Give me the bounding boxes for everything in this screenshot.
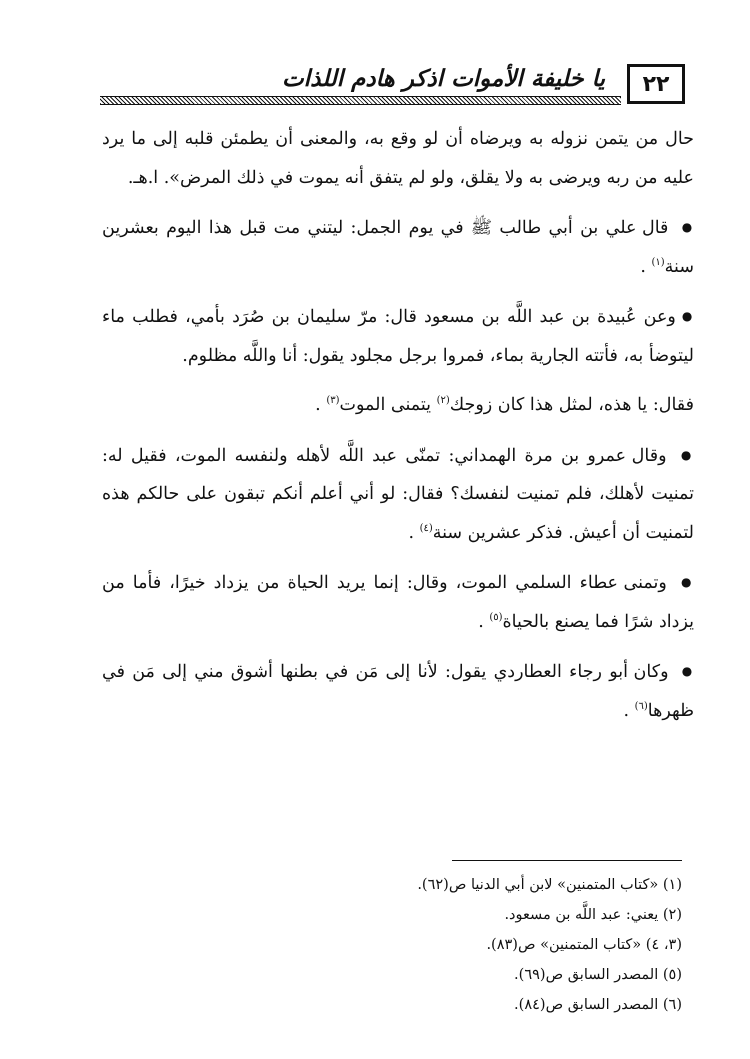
footnote-item: (٦) المصدر السابق ص(٨٤). <box>514 997 682 1013</box>
footnote-ref-2: (٢) <box>436 395 450 407</box>
header-rule <box>100 96 621 105</box>
paragraph-7-end: . <box>623 700 635 721</box>
paragraph-6-text: وتمنى عطاء السلمي الموت، وقال: إنما يريد الحياة من يزداد خيرًا، فأما من يزداد شرًا فما يصنع بالحياة <box>102 573 694 632</box>
paragraph-2-end: . <box>640 256 652 277</box>
paragraph-4-end: . <box>315 395 327 415</box>
footnote-ref-3: (٣) <box>326 395 340 407</box>
footnote-ref-6: (٦) <box>634 700 648 712</box>
paragraph-5-text: وقال عمرو بن مرة الهمداني: تمنّى عبد اللَّه لأهله ولنفسه الموت، فقيل له: تمنيت لأهلك، فلم تمنيت لنفسك؟ فقال: لو أني أعلم أنكم تبقون على حالكم هذه لتمنيت أن أعيش. فذكر عشرين سنة <box>102 445 694 543</box>
footnote-ref-1: (١) <box>651 256 665 268</box>
main-text <box>102 120 694 741</box>
footnotes <box>200 870 682 1020</box>
running-title: يا خليفة الأموات اذكر هادم اللذات <box>282 66 605 92</box>
paragraph-1: حال من يتمن نزوله به ويرضاه أن لو وقع به، والمعنى أن يطمئن قلبه إلى ما يرد عليه من ربه ويرضى به ولا يقلق، ولو لم يتفق أنه يموت في ذلك المرض». ا.هـ. <box>102 129 694 188</box>
paragraph-7-text: وكان أبو رجاء العطاردي يقول: لأنا إلى مَن في بطنها أشوق مني إلى مَن في ظهرها <box>102 662 694 721</box>
footnote-item: (٥) المصدر السابق ص(٦٩). <box>514 967 682 983</box>
paragraph-2-text: قال علي بن أبي طالب ﷺ في يوم الجمل: ليتني مت قبل هذا اليوم بعشرين سنة <box>102 218 694 277</box>
footnote-item: (٢) يعني: عبد اللَّه بن مسعود. <box>504 907 682 923</box>
footnote-item: (١) «كتاب المتمنين» لابن أبي الدنيا ص(٦٢). <box>417 877 682 893</box>
paragraph-2 <box>102 208 694 286</box>
paragraph-6 <box>102 563 694 641</box>
paragraph-5-end: . <box>408 522 420 543</box>
footnote-item: (٣، ٤) «كتاب المتمنين» ص(٨٣). <box>486 937 682 953</box>
footnote-divider <box>452 860 682 861</box>
page-header <box>100 56 685 108</box>
footnote-ref-5: (٥) <box>489 611 503 623</box>
paragraph-7 <box>102 652 694 730</box>
paragraph-4 <box>102 386 694 425</box>
page-number: ٢٢ <box>627 64 685 104</box>
paragraph-6-end: . <box>478 611 490 632</box>
paragraph-5 <box>102 436 694 553</box>
paragraph-4-part-b: يتمنى الموت <box>339 395 437 415</box>
paragraph-3: ● وعن عُبيدة بن عبد اللَّه بن مسعود قال: مرّ سليمان بن صُرَد بأمي، فطلب ماء ليتوضأ به، فأتته الجارية بماء، فمروا برجل مجلود يقول: أنا واللَّه مظلوم. <box>102 297 694 375</box>
paragraph-4-part-a: فقال: يا هذه، لمثل هذا كان زوجك <box>449 395 694 415</box>
footnote-ref-4: (٤) <box>419 522 433 534</box>
